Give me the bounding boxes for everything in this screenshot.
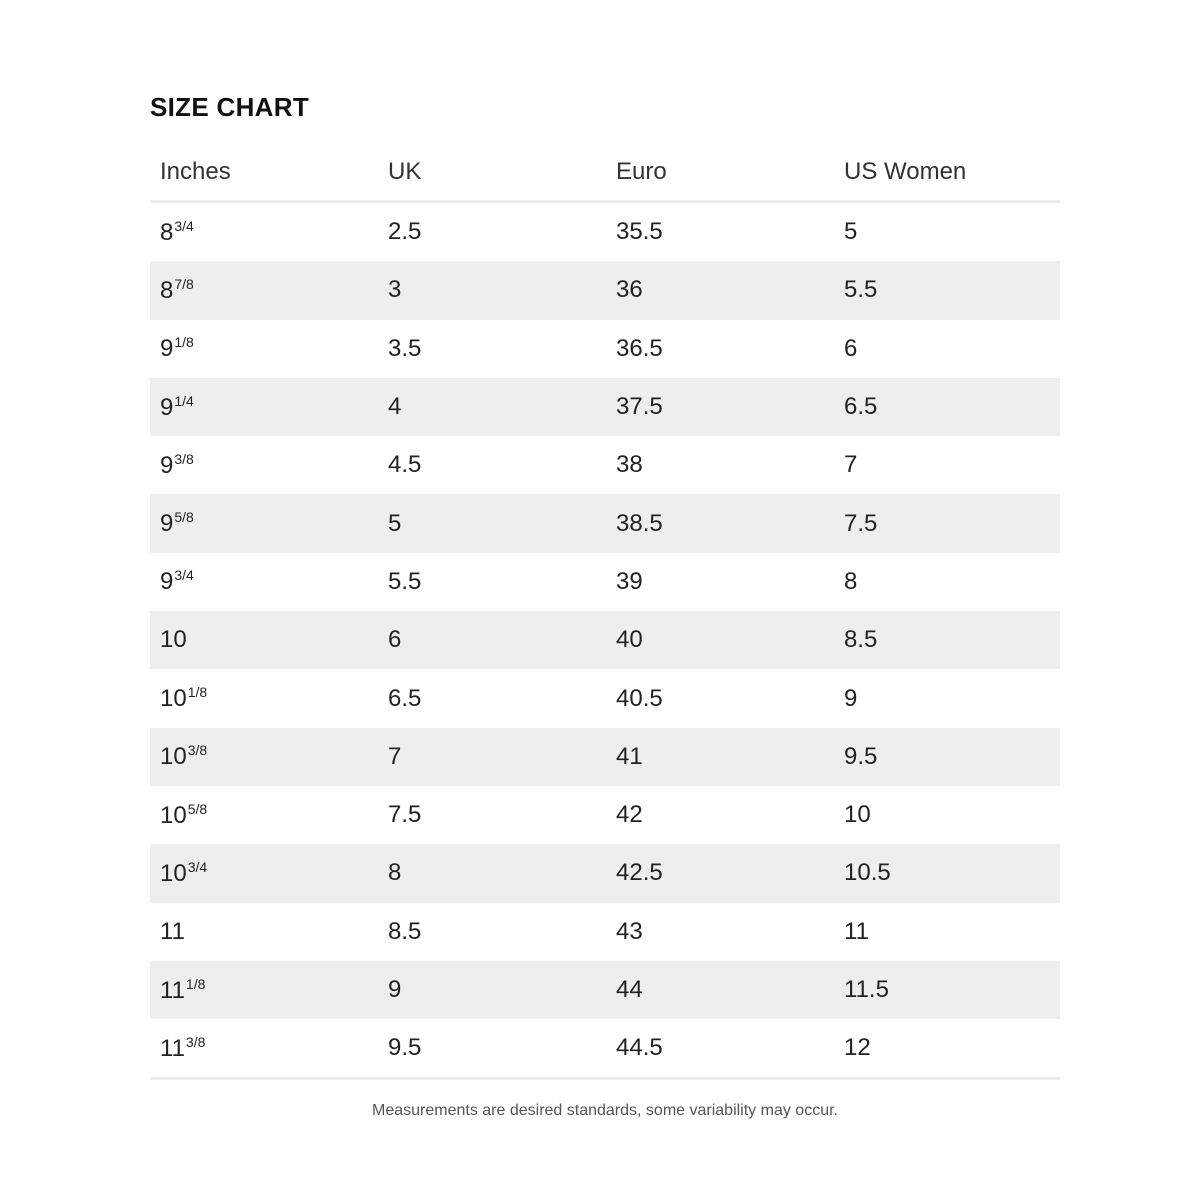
- cell-us-women: 8.5: [844, 626, 878, 654]
- cell-inches: [150, 801, 378, 830]
- cell-uk: 4.5: [388, 451, 422, 479]
- cell-euro: 40.5: [616, 684, 663, 712]
- cell-euro: 39: [616, 567, 643, 595]
- inches-fraction: 3/8: [187, 742, 208, 759]
- cell-euro: 36: [616, 276, 643, 304]
- cell-inches: [150, 218, 378, 247]
- cell-uk: 7: [388, 742, 402, 770]
- inches-whole: 9: [160, 451, 174, 479]
- inches-whole: 10: [160, 626, 187, 654]
- header-us-women: US Women: [844, 158, 967, 185]
- inches-fraction: 7/8: [174, 275, 194, 292]
- inches-fraction: 1/8: [187, 684, 208, 701]
- cell-inches: [150, 742, 378, 771]
- size-chart-table: [150, 144, 1060, 1080]
- table-row: [150, 669, 1060, 727]
- page-title: SIZE CHART: [150, 92, 309, 122]
- inches-whole: 9: [160, 510, 174, 538]
- inches-fraction: 5/8: [174, 509, 194, 526]
- table-body: [150, 203, 1060, 1077]
- cell-us-women: 7: [844, 451, 858, 479]
- cell-inches: [150, 393, 378, 422]
- cell-euro: 42: [616, 801, 643, 829]
- cell-inches: [150, 1034, 378, 1063]
- table-row: [150, 378, 1060, 436]
- cell-inches: [150, 276, 378, 305]
- footnote: Measurements are desired standards, some variability may occur.: [372, 1102, 838, 1119]
- table-row: [150, 1019, 1060, 1077]
- cell-us-women: 10: [844, 801, 871, 829]
- cell-euro: 38.5: [616, 509, 663, 537]
- inches-whole: 10: [160, 685, 187, 713]
- inches-fraction: 3/4: [174, 567, 194, 584]
- table-row: [150, 320, 1060, 378]
- inches-fraction: 5/8: [187, 800, 208, 817]
- cell-euro: 44: [616, 976, 643, 1003]
- cell-us-women: 6: [844, 334, 858, 362]
- cell-uk: 8.5: [388, 917, 422, 945]
- table-row: [150, 961, 1060, 1019]
- cell-us-women: 9: [844, 684, 858, 712]
- inches-whole: 10: [160, 859, 187, 887]
- cell-euro: 41: [616, 742, 643, 770]
- table-row: [150, 494, 1060, 552]
- cell-euro: 36.5: [616, 334, 663, 362]
- cell-euro: 37.5: [616, 393, 663, 421]
- cell-euro: 42.5: [616, 859, 663, 887]
- cell-us-women: 10.5: [844, 859, 891, 887]
- header-euro: Euro: [616, 158, 667, 185]
- cell-euro: 35.5: [616, 218, 663, 246]
- cell-inches: [150, 684, 378, 713]
- cell-uk: 6: [388, 626, 402, 654]
- cell-uk: 5.5: [388, 567, 422, 595]
- cell-us-women: 7.5: [844, 509, 878, 537]
- cell-uk: 4: [388, 393, 402, 421]
- cell-inches: [150, 334, 378, 363]
- cell-inches: [150, 976, 378, 1005]
- table-row: [150, 786, 1060, 844]
- table-row: [150, 844, 1060, 902]
- cell-inches: [150, 918, 378, 946]
- cell-uk: 7.5: [388, 801, 422, 829]
- cell-us-women: 5: [844, 218, 858, 246]
- cell-uk: 5: [388, 509, 402, 537]
- inches-whole: 10: [160, 743, 187, 771]
- inches-whole: 9: [160, 393, 174, 421]
- cell-euro: 38: [616, 451, 643, 479]
- inches-whole: 10: [160, 801, 187, 829]
- inches-fraction: 3/4: [174, 217, 194, 234]
- inches-fraction: 1/8: [185, 975, 206, 992]
- inches-whole: 9: [160, 335, 174, 363]
- cell-us-women: 9.5: [844, 742, 878, 770]
- cell-uk: 6.5: [388, 684, 422, 712]
- cell-euro: 43: [616, 917, 643, 945]
- cell-us-women: 8: [844, 567, 858, 595]
- inches-fraction: 1/8: [174, 334, 194, 351]
- inches-whole: 8: [160, 218, 174, 246]
- cell-us-women: 11: [844, 917, 869, 945]
- inches-fraction: 3/8: [174, 450, 194, 467]
- inches-whole: 11: [160, 1034, 185, 1062]
- inches-fraction: 3/8: [185, 1033, 206, 1050]
- cell-inches: [150, 567, 378, 596]
- inches-whole: 9: [160, 568, 174, 596]
- table-row: [150, 553, 1060, 611]
- cell-us-women: 12: [844, 1034, 871, 1062]
- cell-uk: 3.5: [388, 334, 422, 362]
- cell-uk: 2.5: [388, 218, 422, 246]
- table-header-row: [150, 144, 1060, 203]
- header-uk: UK: [388, 158, 422, 185]
- cell-uk: 8: [388, 859, 402, 887]
- table-row: [150, 261, 1060, 319]
- table-row: [150, 728, 1060, 786]
- cell-us-women: 5.5: [844, 276, 878, 304]
- table-row: [150, 611, 1060, 669]
- table-bottom-divider: [150, 1077, 1060, 1080]
- cell-inches: [150, 509, 378, 538]
- inches-whole: 8: [160, 276, 174, 304]
- cell-inches: [150, 859, 378, 888]
- table-row: [150, 436, 1060, 494]
- table-row: [150, 203, 1060, 261]
- header-inches: Inches: [160, 158, 231, 185]
- cell-inches: [150, 626, 378, 654]
- cell-uk: 9: [388, 976, 402, 1003]
- inches-fraction: 3/4: [187, 858, 208, 875]
- inches-whole: 11: [160, 976, 185, 1004]
- cell-euro: 44.5: [616, 1034, 663, 1062]
- cell-us-women: 11.5: [844, 976, 889, 1003]
- inches-fraction: 1/4: [174, 392, 194, 409]
- inches-whole: 11: [160, 917, 185, 945]
- cell-us-women: 6.5: [844, 393, 878, 421]
- cell-inches: [150, 451, 378, 480]
- cell-euro: 40: [616, 626, 643, 654]
- cell-uk: 9.5: [388, 1034, 422, 1062]
- table-row: [150, 903, 1060, 961]
- cell-uk: 3: [388, 276, 402, 304]
